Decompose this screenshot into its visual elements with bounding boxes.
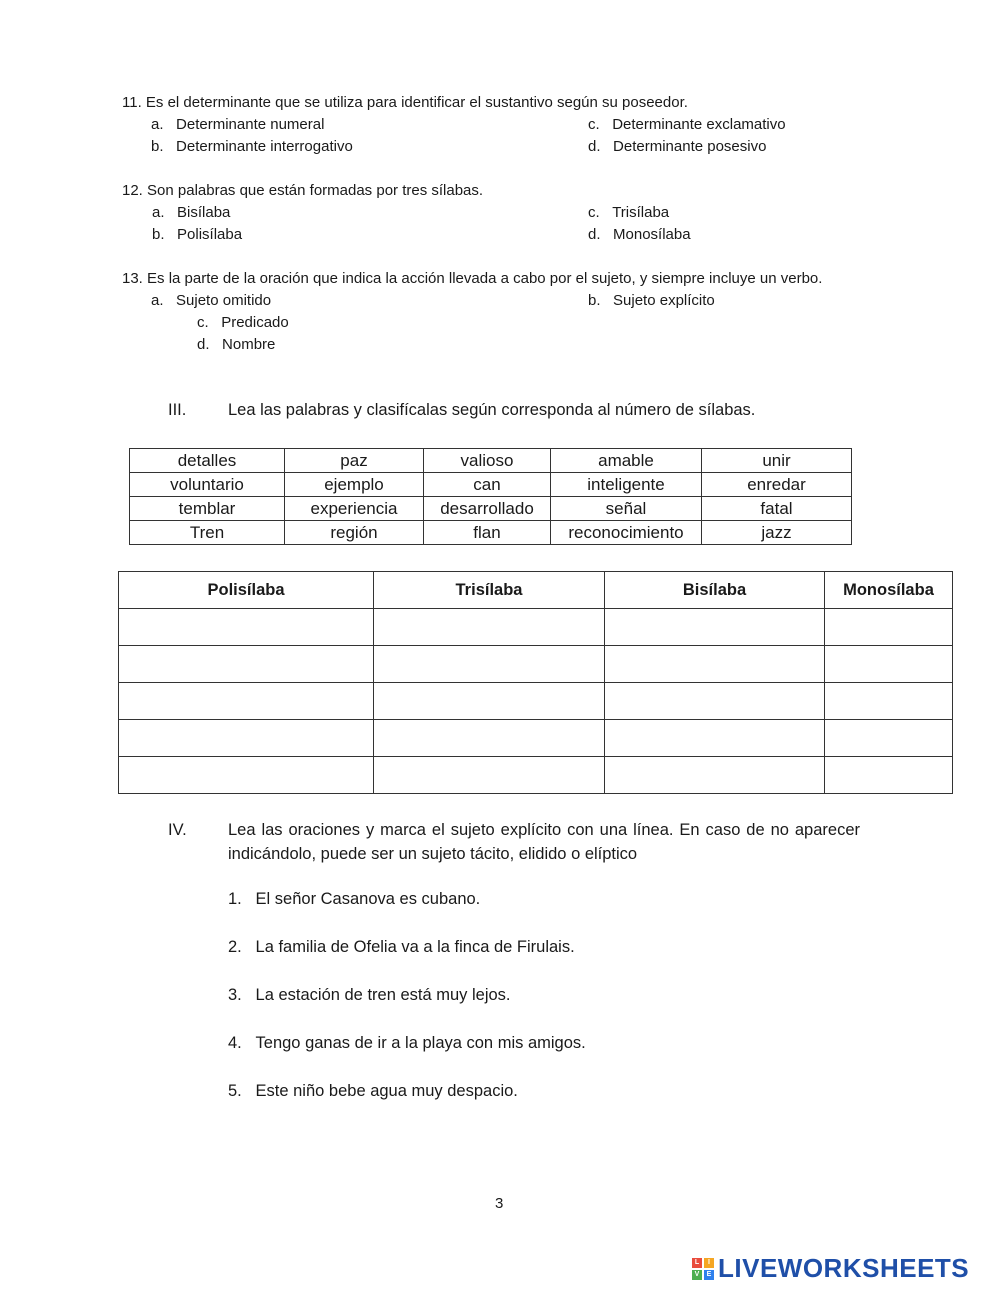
word-cell[interactable]: experiencia <box>285 497 424 521</box>
table-header-row <box>119 572 953 609</box>
answer-cell[interactable] <box>605 720 825 757</box>
table-row <box>130 449 852 473</box>
answer-cell[interactable] <box>119 609 374 646</box>
question-12: 12. Son palabras que están formadas por tres sílabas. <box>122 182 484 199</box>
answer-cell[interactable] <box>825 609 953 646</box>
answer-cell[interactable] <box>605 609 825 646</box>
logo-text: LIVEWORKSHEETS <box>718 1253 970 1283</box>
option-11c[interactable]: c. Determinante exclamativo <box>588 116 786 133</box>
answer-cell[interactable] <box>374 683 605 720</box>
answer-cell[interactable] <box>119 646 374 683</box>
section-4-instruction: Lea las oraciones y marca el sujeto explícito con una línea. En caso de no aparecer indicándolo, puede ser un sujeto tácito, elidido o elíptico <box>228 821 860 863</box>
word-cell[interactable]: flan <box>424 521 551 545</box>
answer-cell[interactable] <box>374 757 605 794</box>
word-cell[interactable]: unir <box>702 449 852 473</box>
answer-cell[interactable] <box>374 646 605 683</box>
word-cell[interactable]: temblar <box>130 497 285 521</box>
answer-cell[interactable] <box>825 757 953 794</box>
word-cell[interactable]: señal <box>551 497 702 521</box>
header-trisilaba: Trisílaba <box>374 572 605 609</box>
option-12c[interactable]: c. Trisílaba <box>588 204 670 221</box>
option-11a[interactable]: a. Determinante numeral <box>151 116 325 133</box>
sentence-2[interactable]: 2. La familia de Ofelia va a la finca de Firulais. <box>228 938 575 956</box>
sentence-1[interactable]: 1. El señor Casanova es cubano. <box>228 890 481 908</box>
page-number: 3 <box>495 1195 504 1212</box>
table-row <box>130 521 852 545</box>
option-11d[interactable]: d. Determinante posesivo <box>588 138 767 155</box>
sentence-5[interactable]: 5. Este niño bebe agua muy despacio. <box>228 1082 518 1100</box>
word-cell[interactable]: paz <box>285 449 424 473</box>
answer-cell[interactable] <box>119 757 374 794</box>
word-cell[interactable]: desarrollado <box>424 497 551 521</box>
word-cell[interactable]: reconocimiento <box>551 521 702 545</box>
header-polisilaba: Polisílaba <box>119 572 374 609</box>
answer-cell[interactable] <box>825 720 953 757</box>
option-12a[interactable]: a. Bisílaba <box>152 204 231 221</box>
section-4-numeral: IV. <box>168 821 187 839</box>
word-cell[interactable]: jazz <box>702 521 852 545</box>
word-cell[interactable]: región <box>285 521 424 545</box>
section-3-numeral: III. <box>168 401 187 419</box>
header-monosilaba: Monosílaba <box>825 572 953 609</box>
word-cell[interactable]: Tren <box>130 521 285 545</box>
header-bisilaba: Bisílaba <box>605 572 825 609</box>
table-row <box>119 683 953 720</box>
word-cell[interactable]: enredar <box>702 473 852 497</box>
option-13d[interactable]: d. Nombre <box>197 336 276 353</box>
answer-cell[interactable] <box>825 683 953 720</box>
table-row <box>130 497 852 521</box>
answer-cell[interactable] <box>374 609 605 646</box>
word-cell[interactable]: voluntario <box>130 473 285 497</box>
answer-cell[interactable] <box>825 646 953 683</box>
option-12b[interactable]: b. Polisílaba <box>152 226 243 243</box>
word-cell[interactable]: ejemplo <box>285 473 424 497</box>
classification-table <box>118 571 953 794</box>
logo-badge-icon: L I V E <box>692 1258 714 1280</box>
question-11: 11. Es el determinante que se utiliza para identificar el sustantivo según su poseedor. <box>122 94 688 111</box>
answer-cell[interactable] <box>119 683 374 720</box>
section-3-instruction: Lea las palabras y clasifícalas según corresponda al número de sílabas. <box>228 401 756 419</box>
word-cell[interactable]: can <box>424 473 551 497</box>
option-13c[interactable]: c. Predicado <box>197 314 289 331</box>
question-13: 13. Es la parte de la oración que indica la acción llevada a cabo por el sujeto, y siempre incluye un verbo. <box>122 270 823 287</box>
table-row <box>130 473 852 497</box>
answer-cell[interactable] <box>605 683 825 720</box>
answer-cell[interactable] <box>119 720 374 757</box>
word-cell[interactable]: amable <box>551 449 702 473</box>
option-11b[interactable]: b. Determinante interrogativo <box>151 138 353 155</box>
table-row <box>119 646 953 683</box>
sentence-3[interactable]: 3. La estación de tren está muy lejos. <box>228 986 511 1004</box>
word-cell[interactable]: fatal <box>702 497 852 521</box>
option-13a[interactable]: a. Sujeto omitido <box>151 292 272 309</box>
table-row <box>119 720 953 757</box>
sentence-4[interactable]: 4. Tengo ganas de ir a la playa con mis amigos. <box>228 1034 586 1052</box>
option-13b[interactable]: b. Sujeto explícito <box>588 292 715 309</box>
option-12d[interactable]: d. Monosílaba <box>588 226 691 243</box>
answer-cell[interactable] <box>374 720 605 757</box>
liveworksheets-logo <box>692 1253 969 1284</box>
answer-cell[interactable] <box>605 646 825 683</box>
word-cell[interactable]: valioso <box>424 449 551 473</box>
word-table <box>129 448 852 545</box>
table-row <box>119 609 953 646</box>
word-cell[interactable]: inteligente <box>551 473 702 497</box>
word-cell[interactable]: detalles <box>130 449 285 473</box>
answer-cell[interactable] <box>605 757 825 794</box>
table-row <box>119 757 953 794</box>
